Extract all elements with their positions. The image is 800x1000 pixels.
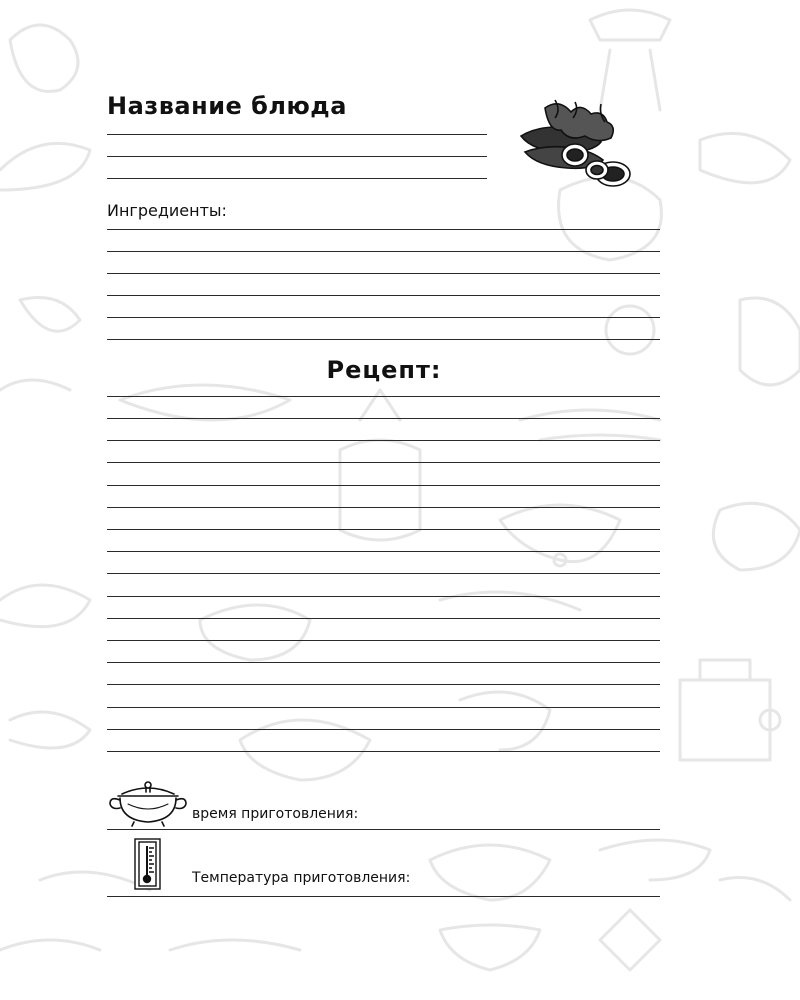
ingredients-line: [107, 295, 660, 296]
pot-icon: [106, 778, 190, 828]
cooking-temperature-label: Температура приготовления:: [192, 870, 411, 886]
recipe-line: [107, 396, 660, 397]
ingredients-line: [107, 273, 660, 274]
ingredients-line: [107, 339, 660, 340]
ingredients-line: [107, 229, 660, 230]
cooking-time-line: [107, 829, 660, 830]
title-line: [107, 156, 487, 157]
page-title: Название блюда: [107, 92, 347, 120]
title-line: [107, 178, 487, 179]
cooking-temperature-line: [107, 896, 660, 897]
cucumbers-illustration: [515, 98, 640, 190]
recipe-line: [107, 551, 660, 552]
cooking-time-label: время приготовления:: [192, 806, 359, 822]
recipe-line: [107, 662, 660, 663]
recipe-line: [107, 507, 660, 508]
recipe-line: [107, 462, 660, 463]
ingredients-line: [107, 251, 660, 252]
recipe-heading: Рецепт:: [326, 356, 442, 384]
ingredients-line: [107, 317, 660, 318]
recipe-line: [107, 684, 660, 685]
recipe-line: [107, 751, 660, 752]
recipe-line: [107, 529, 660, 530]
ingredients-label: Ингредиенты:: [107, 201, 227, 220]
recipe-line: [107, 596, 660, 597]
thermometer-icon: [133, 838, 163, 890]
recipe-line: [107, 485, 660, 486]
title-line: [107, 134, 487, 135]
recipe-line: [107, 729, 660, 730]
recipe-line: [107, 440, 660, 441]
recipe-line: [107, 707, 660, 708]
recipe-line: [107, 618, 660, 619]
recipe-line: [107, 418, 660, 419]
recipe-line: [107, 573, 660, 574]
recipe-line: [107, 640, 660, 641]
